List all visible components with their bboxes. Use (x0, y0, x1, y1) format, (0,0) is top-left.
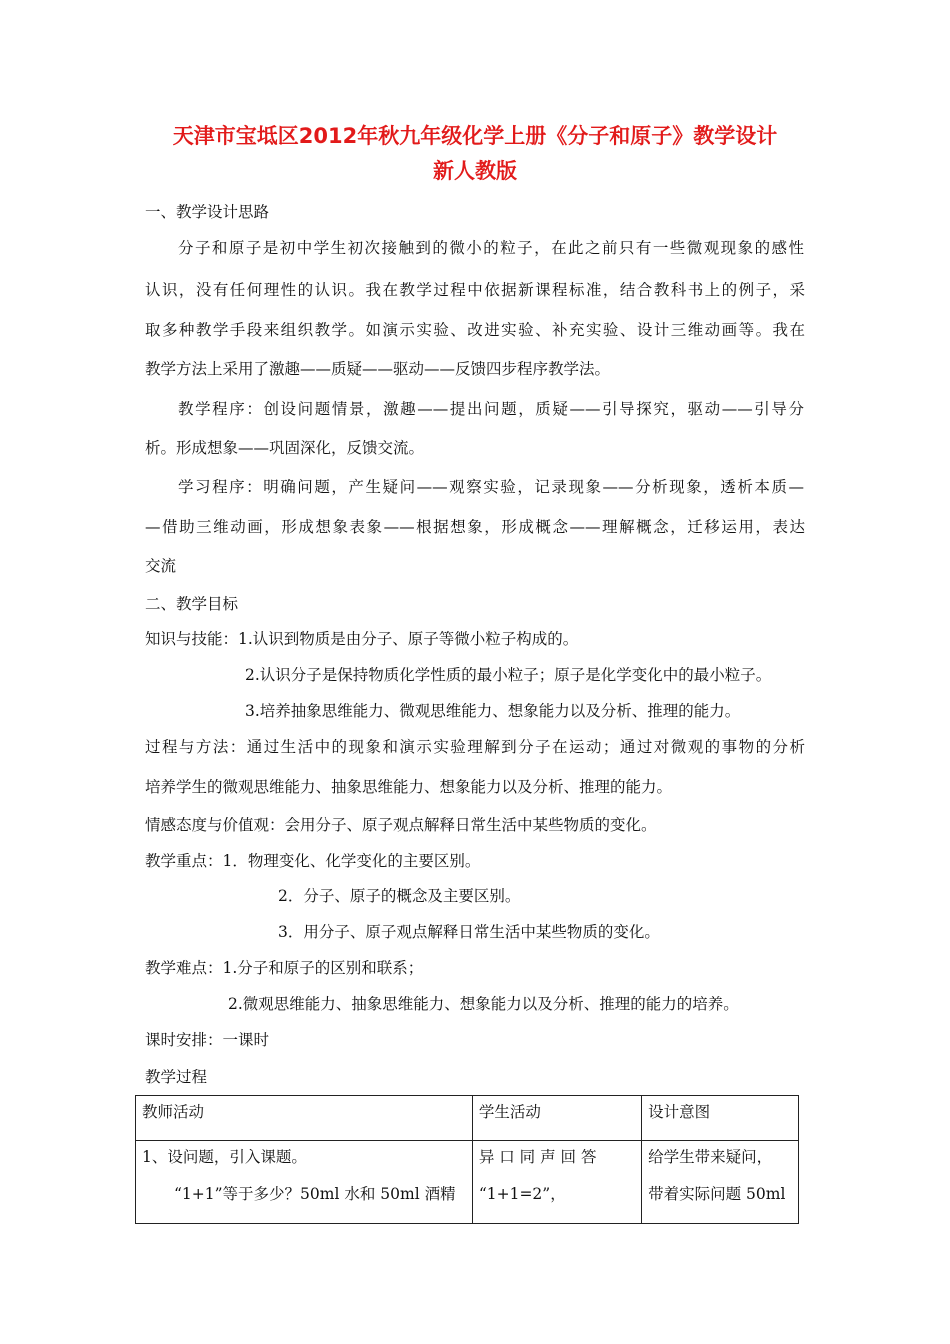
teaching-process-table (135, 1095, 799, 1224)
section-heading-objectives: 二、教学目标 (145, 595, 239, 613)
difficulty-line: 2.微观思维能力、抽象思维能力、想象能力以及分析、推理的能力的培养。 (228, 995, 739, 1013)
paragraph-line: 交流 (145, 557, 177, 575)
key-point-line: 3．用分子、原子观点解释日常生活中某些物质的变化。 (278, 923, 660, 941)
table-cell-intent: 给学生带来疑问， 带着实际问题 50ml (642, 1141, 799, 1224)
document-title-line2: 新人教版 (433, 159, 517, 183)
table-header-cell: 学生活动 (472, 1096, 641, 1141)
table-header-cell: 教师活动 (136, 1096, 473, 1141)
document-title-line1: 天津市宝坻区2012年秋九年级化学上册《分子和原子》教学设计 (172, 124, 778, 148)
difficulty-line: 教学难点：1.分子和原子的区别和联系； (145, 959, 424, 977)
paragraph-line: 教学方法上采用了激趣——质疑——驱动——反馈四步程序教学法。 (145, 360, 611, 378)
paragraph-line: 认识，没有任何理性的认识。我在教学过程中依据新课程标准，结合教科书上的例子，采 (145, 281, 805, 299)
table-header-cell: 设计意图 (642, 1096, 799, 1141)
emotion-value-line: 情感态度与价值观：会用分子、原子观点解释日常生活中某些物质的变化。 (145, 816, 657, 834)
paragraph-line: 分子和原子是初中学生初次接触到的微小的粒子，在此之前只有一些微观现象的感性 (178, 239, 804, 257)
paragraph-line: 取多种教学手段来组织教学。如演示实验、改进实验、补充实验、设计三维动画等。我在 (145, 321, 805, 339)
process-method-line: 过程与方法：通过生活中的现象和演示实验理解到分子在运动；通过对微观的事物的分析 (145, 738, 805, 756)
key-point-line: 教学重点：1．物理变化、化学变化的主要区别。 (145, 852, 481, 870)
table-header-row (136, 1096, 799, 1141)
paragraph-line: —借助三维动画，形成想象表象——根据想象，形成概念——理解概念，迁移运用，表达 (145, 518, 805, 536)
key-point-line: 2．分子、原子的概念及主要区别。 (278, 887, 521, 905)
paragraph-line: 析。形成想象——巩固深化，反馈交流。 (145, 439, 425, 457)
paragraph-line: 教学程序：创设问题情景，激趣——提出问题，质疑——引导探究，驱动——引导分 (178, 400, 804, 418)
table-cell-student: 异 口 同 声 回 答 “1+1=2”， (472, 1141, 641, 1224)
table-row (136, 1141, 799, 1224)
knowledge-skill-line: 3.培养抽象思维能力、微观思维能力、想象能力以及分析、推理的能力。 (245, 702, 741, 720)
paragraph-line: 学习程序：明确问题，产生疑问——观察实验，记录现象——分析现象，透析本质— (178, 478, 804, 496)
schedule-line: 课时安排：一课时 (145, 1031, 270, 1049)
knowledge-skill-line: 知识与技能：1.认识到物质是由分子、原子等微小粒子构成的。 (145, 630, 579, 648)
section-heading-design-idea: 一、教学设计思路 (145, 203, 270, 221)
table-cell-teacher: 1、设问题，引入课题。 “1+1”等于多少？50ml 水和 50ml 酒精 (136, 1141, 473, 1224)
knowledge-skill-line: 2.认识分子是保持物质化学性质的最小粒子；原子是化学变化中的最小粒子。 (245, 666, 772, 684)
process-method-line: 培养学生的微观思维能力、抽象思维能力、想象能力以及分析、推理的能力。 (145, 778, 673, 796)
teaching-process-heading: 教学过程 (145, 1068, 208, 1086)
